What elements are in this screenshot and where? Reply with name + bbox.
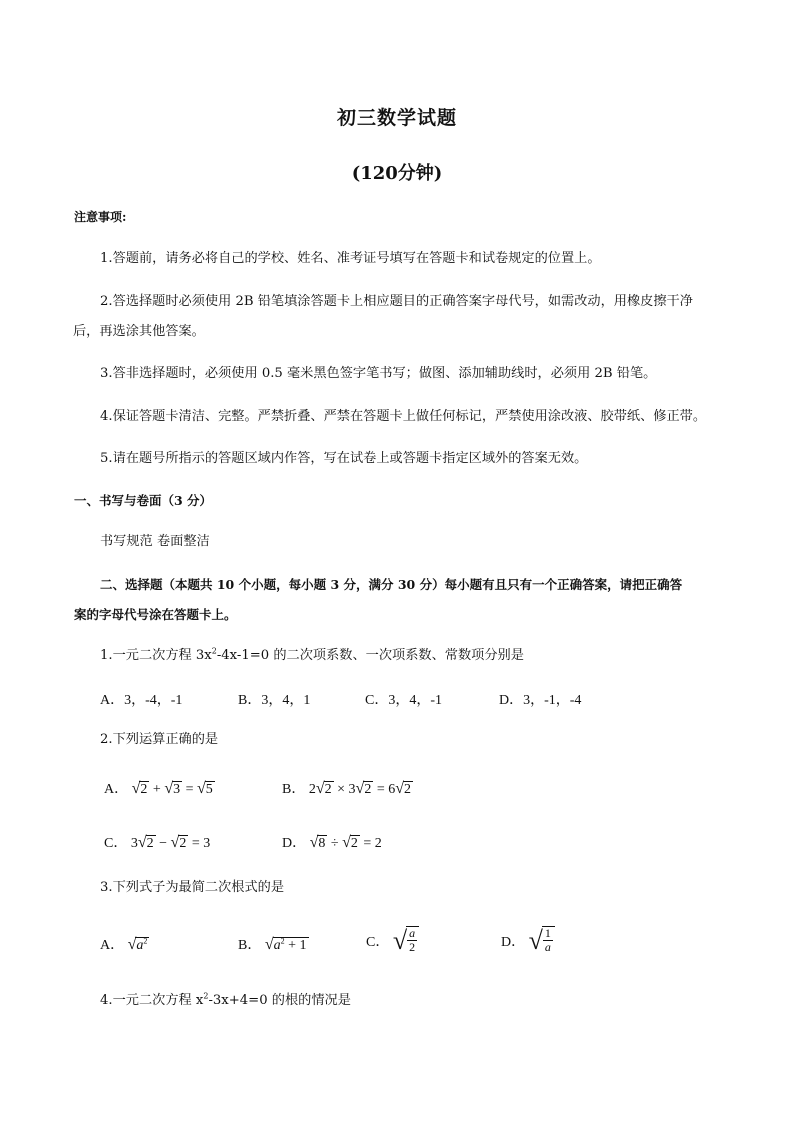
notice-item-4: 4.保证答题卡清洁、完整。严禁折叠、严禁在答题卡上做任何标记，严禁使用涂改液、胶带纸、修正带。	[100, 409, 707, 424]
section-2-heading: 二、选择题（本题共 10 个小题，每小题 3 分，满分 30 分）每小题有且只有一个正确答案，请把正确答	[100, 577, 683, 592]
question-3-option-b: B． √ $a^2 + 1$	[238, 936, 307, 953]
section-2-heading-cont: 案的字母代号涂在答题卡上。	[74, 607, 237, 622]
question-2-option-d: D． √ 8 ÷ √ 2 = 2	[282, 834, 382, 851]
notice-item-1: 1.答题前，请务必将自己的学校、姓名、准考证号填写在答题卡和试卷规定的位置上。	[100, 251, 601, 266]
question-3-option-c: C． √ $\frac{a}{2}$	[366, 926, 419, 956]
question-3-option-d: D． √ $\frac{1}{a}$	[501, 926, 555, 956]
question-4-stem: 4.一元二次方程 $x^2-3x+4=0$ 的根的情况是	[100, 991, 351, 1008]
notice-heading: 注意事项:	[74, 210, 127, 224]
question-1-option-d: D．3，-1，-4	[499, 693, 582, 708]
question-1-option-b: B．3，4，1	[238, 693, 311, 708]
question-1-stem: 1.一元二次方程 $3x^2-4x-1=0$ 的二次项系数、一次项系数、常数项分别是	[100, 646, 524, 663]
question-2-option-a: A． √ 2 + √ 3 = √ 5	[104, 780, 213, 797]
notice-item-2-cont: 后，再选涂其他答案。	[73, 324, 205, 339]
question-2-stem: 2.下列运算正确的是	[100, 732, 219, 747]
question-3-option-a: A． √ $a^2$	[100, 936, 148, 953]
notice-item-5: 5.请在题号所指示的答题区域内作答，写在试卷上或答题卡指定区域外的答案无效。	[100, 451, 588, 466]
question-1-option-a: A．3，-4，-1	[100, 693, 183, 708]
question-2-option-b: B． 2 √ 2 × 3 √ 2 = 6 √ 2	[282, 780, 411, 797]
notice-item-3: 3.答非选择题时，必须使用 0.5 毫米黑色签字笔书写；做图、添加辅助线时，必须用 2B 铅笔。	[100, 366, 657, 381]
page-title: 初三数学试题	[336, 107, 457, 129]
duration-subtitle: (120分钟)	[351, 163, 443, 184]
section-1-heading: 一、书写与卷面（3 分）	[74, 493, 213, 508]
section-1-text: 书写规范 卷面整洁	[100, 534, 210, 549]
notice-item-2: 2.答选择题时必须使用 2B 铅笔填涂答题卡上相应题目的正确答案字母代号，如需改动，用橡皮擦干净	[100, 294, 693, 309]
question-3-stem: 3.下列式子为最简二次根式的是	[100, 880, 285, 895]
question-2-option-c: C． 3 √ 2 − √ 2 = 3	[104, 834, 211, 851]
question-1-option-c: C．3，4，-1	[365, 693, 442, 708]
